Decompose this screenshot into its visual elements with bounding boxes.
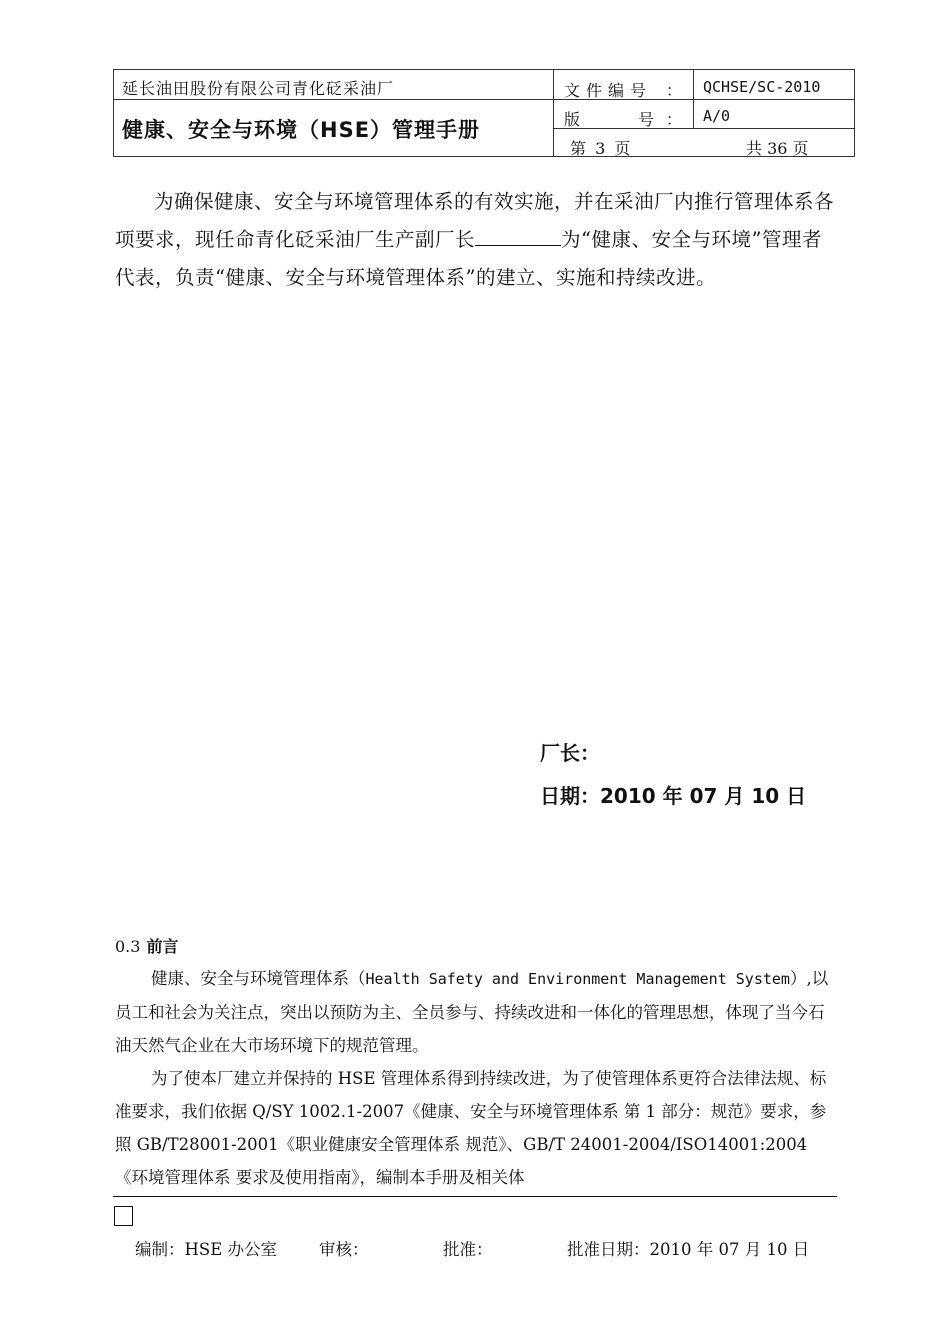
header-divider xyxy=(114,99,553,100)
section-heading xyxy=(115,934,178,957)
preface-english-term: Health Safety and Environment Management System xyxy=(365,970,790,988)
appointment-paragraph xyxy=(115,183,835,297)
header-table xyxy=(113,69,855,157)
footer-checkbox[interactable] xyxy=(114,1206,133,1226)
section-number: 0.3 xyxy=(115,937,141,956)
version-label-a: 版 xyxy=(564,110,581,129)
footer-approval-date: 批准日期：2010 年 07 月 10 日 xyxy=(567,1240,810,1259)
company-name: 延长油田股份有限公司青化砭采油厂 xyxy=(122,79,395,98)
preface-text: ）,以员工和社会为关注点，突出以预防为主、全员参与、持续改进和一体化的管理思想，体现了当今石油天然气企业在大市场环境下的规范管理。 xyxy=(115,969,829,1055)
director-label: 厂长： xyxy=(540,741,600,765)
footer-prepared: 编制：HSE 办公室 xyxy=(135,1240,277,1259)
doc-number-label: 文件编号 xyxy=(564,81,653,100)
page-current: 第 3 页 xyxy=(570,139,633,158)
preface-text: 健康、安全与环境管理体系（ xyxy=(151,969,366,988)
footer-reviewed: 审核： xyxy=(319,1240,369,1259)
appointment-text-after: 为“健康、安全与环境”管理者代表，负责“健康、安全与环境管理体系”的建立、实施和持续改进。 xyxy=(115,228,822,289)
doc-number-colon: ： xyxy=(666,81,683,100)
version-label-b: 号 xyxy=(638,110,655,129)
header-divider xyxy=(553,70,554,156)
appointment-text-before: 为确保健康、安全与环境管理体系的有效实施，并在采油厂内推行管理体系各项要求，现任命青化砭采油厂生产副厂长 xyxy=(115,190,835,251)
signature-date: 日期：2010 年 07 月 10 日 xyxy=(540,784,807,808)
page-total: 共 36 页 xyxy=(746,139,809,158)
footer-approved: 批准： xyxy=(443,1240,493,1259)
preface-paragraph-1 xyxy=(115,962,835,1062)
version-value: A/0 xyxy=(703,107,731,125)
manual-title: 健康、安全与环境（HSE）管理手册 xyxy=(122,118,481,142)
version-colon: ： xyxy=(666,110,683,129)
header-divider xyxy=(553,128,854,129)
section-title: 前言 xyxy=(146,937,179,956)
name-blank-field xyxy=(475,225,561,246)
preface-paragraph-2: 为了使本厂建立并保持的 HSE 管理体系得到持续改进，为了使管理体系更符合法律法规、标准要求，我们依据 Q/SY 1002.1-2007《健康、安全与环境管理体系 第 1 部分：规范》要求，参照 GB/T28001-2001《职业健康安全管理体系 规范》、GB/T 24001-2004/ISO14001:2004《环境管理体系 要求及使用指南》，编制本手册及相关体 xyxy=(115,1069,827,1187)
footer-rule xyxy=(113,1196,837,1197)
doc-number-value: QCHSE/SC-2010 xyxy=(703,78,821,96)
